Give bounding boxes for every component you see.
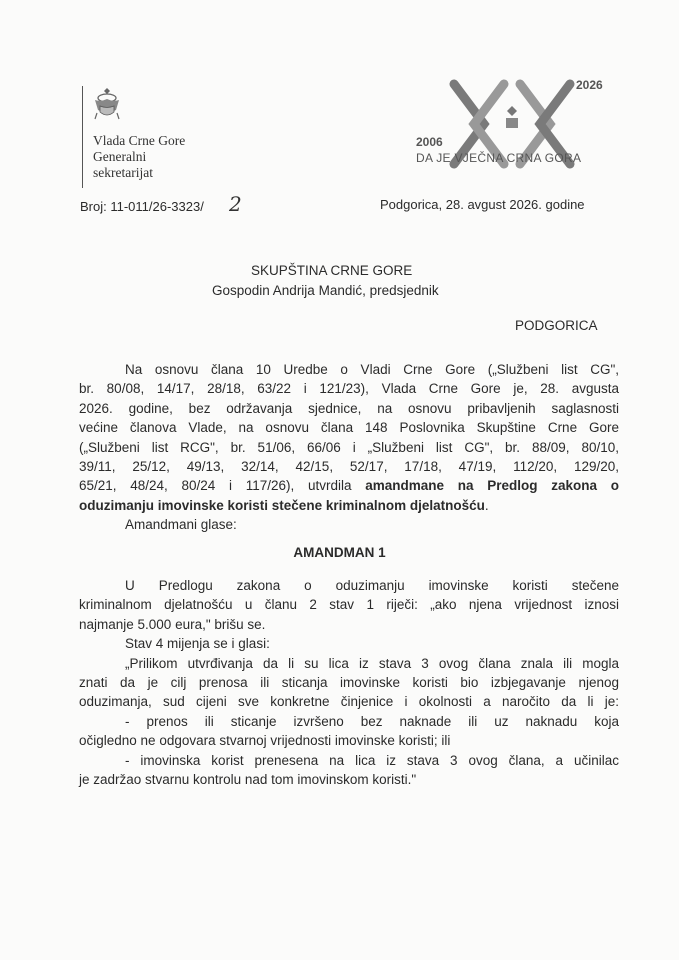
org-line-3: sekretarijat <box>93 165 153 180</box>
intro-line: 2026. godine, bez održavanja sjednice, na osnovu pribavljenih saglasnosti <box>79 400 619 416</box>
intro-line: („Službeni list RCG", br. 51/06, 66/06 i „Službeni list CG", br. 88/09, 80/10, <box>79 439 619 455</box>
intro-bold-title-start: amandmane na Predlog zakona o <box>365 478 619 494</box>
amendment-paragraph-1 <box>79 576 619 789</box>
amendments-read: Amandmani glase: <box>125 517 237 533</box>
amendment-title: AMANDMAN 1 <box>293 545 386 560</box>
reference-handwritten: 2 <box>229 192 242 216</box>
logo-year-start: 2006 <box>416 135 443 149</box>
intro-line-8-end: . <box>484 497 489 513</box>
amendment-line: znati da je cilj prenosa ili sticanja imovinske koristi bio izbjegavanje njenog <box>79 675 619 691</box>
recipient-city: PODGORICA <box>515 318 598 333</box>
amendment-bullet-line: - imovinska korist prenesena na lica iz stava 3 ovog člana, a učinilac <box>125 752 619 768</box>
intro-paragraph <box>79 360 619 535</box>
intro-bold-title-end: oduzimanju imovinske koristi stečene kriminalnom djelatnošću <box>79 497 485 513</box>
logo-year-end: 2026 <box>576 78 603 92</box>
header-divider <box>82 86 83 188</box>
intro-line: br. 80/08, 14/17, 28/18, 63/22 i 121/23), Vlada Crne Gore je, 28. avgusta <box>79 381 619 397</box>
intro-line: 39/11, 25/12, 49/13, 32/14, 42/15, 52/17, 17/18, 47/19, 112/20, 129/20, <box>79 459 619 475</box>
amendment-bullet-line: očigledno ne odgovara stvarnoj vrijednosti imovinske koristi; ili <box>79 733 451 749</box>
amendment-line: U Predlogu zakona o oduzimanju imovinske koristi stečene <box>125 578 619 593</box>
amendment-line: kriminalnom djelatnošću u članu 2 stav 1 riječi: „ako njena vrijednost iznosi <box>79 597 619 613</box>
intro-line: većine članova Vlade, na osnovu člana 148 Poslovnika Skupštine Crne Gore <box>79 420 619 436</box>
amendment-line: Stav 4 mijenja se i glasi: <box>125 636 270 652</box>
logo-tagline: DA JE VJEČNA CRNA GORA <box>416 151 582 165</box>
org-line-2: Generalni <box>93 149 147 164</box>
amendment-line: oduzimanja, sud cijeni sve konkretne činjenice i okolnosti a naročito da li je: <box>79 694 619 710</box>
amendment-bullet-line: je zadržao stvarnu kontrolu nad tom imovinskom koristi." <box>79 772 417 788</box>
document-date: Podgorica, 28. avgust 2026. godine <box>380 197 585 212</box>
intro-line <box>79 496 619 515</box>
coat-of-arms-icon <box>91 86 123 122</box>
intro-line <box>79 476 619 495</box>
recipient-person: Gospodin Andrija Mandić, predsjednik <box>212 283 439 298</box>
amendment-line: najmanje 5.000 eura," brišu se. <box>79 616 266 632</box>
intro-line-7-text: 65/21, 48/24, 80/24 i 117/26), utvrdila <box>79 478 366 494</box>
org-line-1: Vlada Crne Gore <box>93 133 186 148</box>
organization-block <box>93 133 185 181</box>
intro-line: Na osnovu člana 10 Uredbe o Vladi Crne Gore („Službeni list CG", <box>125 362 619 377</box>
reference-number: Broj: 11-011/26-3323/ <box>80 199 204 214</box>
recipient-name: SKUPŠTINA CRNE GORE <box>251 263 413 278</box>
amendment-bullet-line: - prenos ili sticanje izvršeno bez naknade ili uz naknadu koja <box>125 713 619 729</box>
amendment-line: „Prilikom utvrđivanja da li su lica iz stava 3 ovog člana znala ili mogla <box>125 655 619 671</box>
